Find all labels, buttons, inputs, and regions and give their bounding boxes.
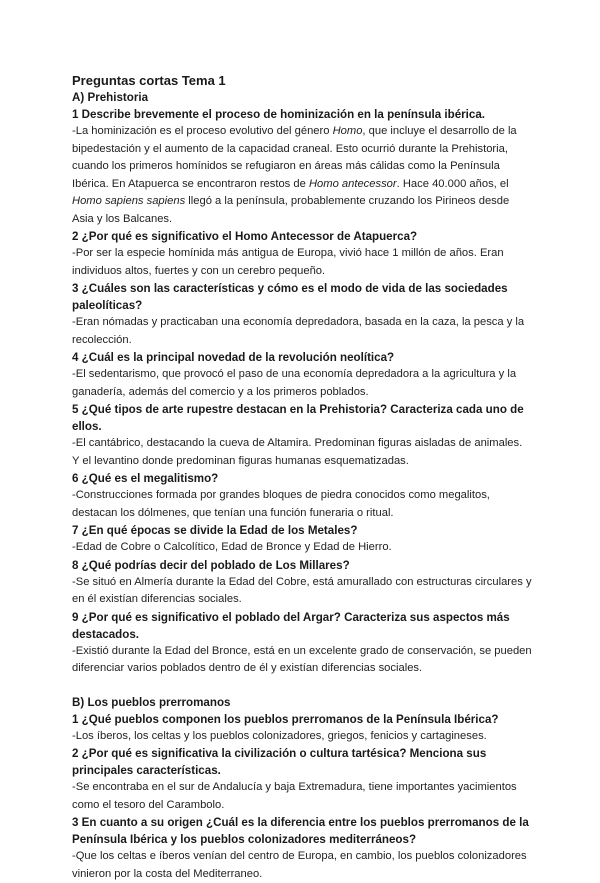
- document-title: Preguntas cortas Tema 1: [72, 73, 226, 88]
- section-heading: B) Los pueblos prerromanos: [72, 695, 231, 709]
- answer-text: [72, 539, 532, 557]
- question-text: 3 En cuanto a su origen ¿Cuál es la diferencia entre los pueblos prerromanos de la Península Ibérica y los pueblos colonizadores mediterráneos?: [72, 816, 529, 846]
- answer-text-run: -Edad de Cobre o Calcolítico, Edad de Bronce y Edad de Hierro.: [72, 541, 392, 553]
- answer-text: [72, 366, 532, 401]
- answer-text: [72, 779, 532, 814]
- answer-text-run: -Que los celtas e íberos venían del centro de Europa, en cambio, los pueblos colonizadores vinieron por la costa del Mediterraneo.: [72, 850, 527, 880]
- answer-text-run: -Se situó en Almería durante la Edad del Cobre, está amurallado con estructuras circulares y en él existían diferencias sociales.: [72, 575, 532, 605]
- answer-text: [72, 848, 532, 883]
- answer-text: [72, 314, 532, 349]
- answer-text-run: -Por ser la especie homínida más antigua de Europa, vivió hace 1 millón de años. Eran individuos altos, fuertes y con un cerebro pequeño.: [72, 247, 504, 277]
- answer-text: [72, 487, 532, 522]
- answer-text: [72, 574, 532, 609]
- section-spacer: [72, 678, 532, 694]
- answer-text-run: -La hominización es el proceso evolutivo del género: [72, 125, 333, 137]
- document-page: [72, 72, 532, 883]
- answer-text: [72, 643, 532, 678]
- question-text: 1 ¿Qué pueblos componen los pueblos prerromanos de la Península Ibérica?: [72, 712, 499, 726]
- answer-text-run: , que incluye el desarrollo de la bipedestación y el aumento de la capacidad craneal. Esto ocurrió durante la Prehistoria, cuando los primeros homínidos se refugiaron en áreas más cálidas como la Península Ibérica. En Atapuerca se encontraron restos de: [72, 125, 517, 190]
- answer-text-run: . Hace 40.000 años, el: [396, 177, 509, 190]
- answer-text: [72, 245, 532, 280]
- answer-text: [72, 435, 532, 470]
- answer-text-run: -El sedentarismo, que provocó el paso de una economía depredadora a la agricultura y la ganadería, además del comercio y a los primeros poblados.: [72, 368, 517, 398]
- question-text: 2 ¿Por qué es significativa la civilización o cultura tartésica? Menciona sus principales características.: [72, 747, 487, 777]
- question-text: 7 ¿En qué épocas se divide la Edad de los Metales?: [72, 524, 358, 537]
- answer-italic-term: Homo antecessor: [308, 177, 397, 190]
- answer-text-run: -El cantábrico, destacando la cueva de Altamira. Predominan figuras aisladas de animales. Y el levantino donde predominan figuras humanas esquematizadas.: [72, 437, 523, 467]
- sections-container: [72, 89, 532, 883]
- question-text: 6 ¿Qué es el megalitismo?: [72, 472, 219, 485]
- answer-italic-term: Homo: [332, 125, 363, 137]
- question-text: 8 ¿Qué podrías decir del poblado de Los Millares?: [72, 558, 350, 572]
- answer-text-run: -Existió durante la Edad del Bronce, está en un excelente grado de conservación, se pueden diferenciar varios poblados dentro de él y existían diferencias sociales.: [72, 644, 532, 674]
- answer-text-run: -Los íberos, los celtas y los pueblos colonizadores, griegos, fenicios y cartagineses.: [72, 729, 487, 742]
- answer-text: [72, 123, 532, 228]
- section-heading: A) Prehistoria: [72, 91, 149, 104]
- question-text: 2 ¿Por qué es significativo el Homo Antecessor de Atapuerca?: [72, 230, 418, 243]
- question-text: 9 ¿Por qué es significativo el poblado del Argar? Caracteriza sus aspectos más destacados.: [72, 610, 510, 641]
- answer-italic-term: Homo sapiens sapiens: [72, 195, 186, 207]
- question-text: 4 ¿Cuál es la principal novedad de la revolución neolítica?: [72, 351, 395, 364]
- answer-text-run: -Eran nómadas y practicaban una economía depredadora, basada en la caza, la pesca y la recolección.: [72, 316, 525, 346]
- question-text: 5 ¿Qué tipos de arte rupestre destacan en la Prehistoria? Caracteriza cada uno de ellos.: [72, 403, 524, 433]
- answer-text-run: llegó a la península, probablemente cruzando los Pirineos desde Asia y los Balcanes.: [72, 195, 510, 225]
- answer-text: [72, 728, 532, 746]
- question-text: 1 Describe brevemente el proceso de hominización en la península ibérica.: [72, 108, 486, 121]
- answer-text-run: -Construcciones formada por grandes bloques de piedra conocidos como megalitos, destacan los dólmenes, que tenían una función funeraria o ritual.: [72, 489, 490, 519]
- answer-text-run: -Se encontraba en el sur de Andalucía y baja Extremadura, tiene importantes yacimientos como el tesoro del Carambolo.: [72, 781, 517, 811]
- question-text: 3 ¿Cuáles son las características y cómo es el modo de vida de las sociedades paleolíticas?: [72, 282, 508, 312]
